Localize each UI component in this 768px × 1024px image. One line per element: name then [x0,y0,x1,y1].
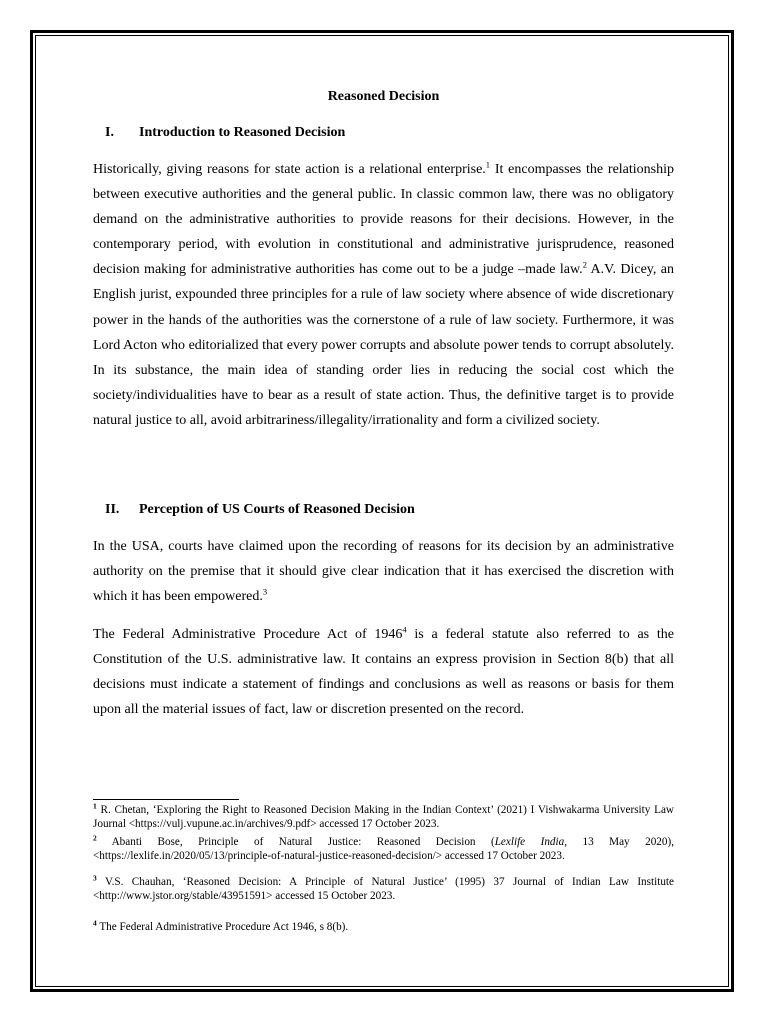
footnote-separator [93,799,239,800]
footnote-publication: Lexlife India [494,836,565,848]
paragraph-text: It encompasses the relationship between executive authorities and the general public. In classic common law, there was no obligatory demand on the administrative authorities to provide reasons for their decisions. However, in the contemporary period, with evolution in constitutional and administrative jurisprudence, reasoned decision making for administrative authorities has come out to be a judge –made law. [93,162,674,278]
document-title: Reasoned Decision [327,89,440,104]
footnote-text: The Federal Administrative Procedure Act 1946, s 8(b). [96,921,349,933]
paragraph-text: A.V. Dicey, an English jurist, expounded three principles for a rule of law society where absence of wide discretionary power in the hands of the authorities was the cornerstone of a rule of law society. Furthermore, it was Lord Acton who editorialized that every power corrupts and absolute power tends to corrupt absolutely. In its substance, the main idea of standing order lies in reducing the social cost which the society/individualities have to bear as a result of state action. Thus, the definitive target is to provide natural justice to all, avoid arbitrariness/illegality/irrationality and form a civilized society. [93,262,674,428]
paragraph-apa [93,622,674,722]
section-title: Introduction to Reasoned Decision [139,125,346,140]
footnote-2 [93,833,675,863]
footnote-number: 1 [93,801,97,811]
section-number: II. [105,502,120,517]
footnote-text: Abanti Bose, Principle of Natural Justice: Reasoned Decision ( [96,836,495,848]
footnote-ref-1[interactable]: 1 [485,159,491,170]
footnote-text: , 13 May 2020), <https://lexlife.in/2020/05/13/principle-of-natural-justice-reasoned-decision/> accessed 17 October 2023. [93,836,675,862]
footnote-3 [93,873,674,903]
paragraph-introduction [93,157,674,433]
footnote-ref-3[interactable]: 3 [262,586,268,597]
footnote-ref-2[interactable]: 2 [582,259,587,270]
paragraph-text: Historically, giving reasons for state action is a relational enterprise. [93,162,486,177]
paragraph-text: is a federal statute also referred to as the Constitution of the U.S. administrative law. It contains an express provision in Section 8(b) that all decisions must indicate a statement of findings and conclusions as well as reasons or basis for them upon all the material issues of fact, law or discretion presented on the record. [93,627,674,718]
footnote-number: 4 [93,918,97,928]
footnote-1 [93,801,674,831]
footnote-text: V.S. Chauhan, ‘Reasoned Decision: A Principle of Natural Justice’ (1995) 37 Journal of Indian Law Institute <http://www.jstor.org/stable/43951591> accessed 15 October 2023. [93,876,674,902]
paragraph-text: In the USA, courts have claimed upon the recording of reasons for its decision by an administrative authority on the premise that it should give clear indication that it has exercised the discretion with which it has been empowered. [93,539,674,605]
section-title: Perception of US Courts of Reasoned Decision [139,502,415,517]
paragraph-text: The Federal Administrative Procedure Act of 1946 [93,627,403,642]
footnote-4 [93,918,674,935]
section-number: I. [105,125,114,140]
paragraph-us-courts [93,534,674,609]
footnote-ref-4[interactable]: 4 [402,624,407,635]
footnote-number: 2 [93,833,97,843]
footnote-text: R. Chetan, ‘Exploring the Right to Reasoned Decision Making in the Indian Context’ (2021) I Vishwakarma University Law Journal <https://vulj.vupune.ac.in/archives/9.pdf> accessed 17 October 2023. [93,804,674,830]
footnote-number: 3 [93,873,97,883]
